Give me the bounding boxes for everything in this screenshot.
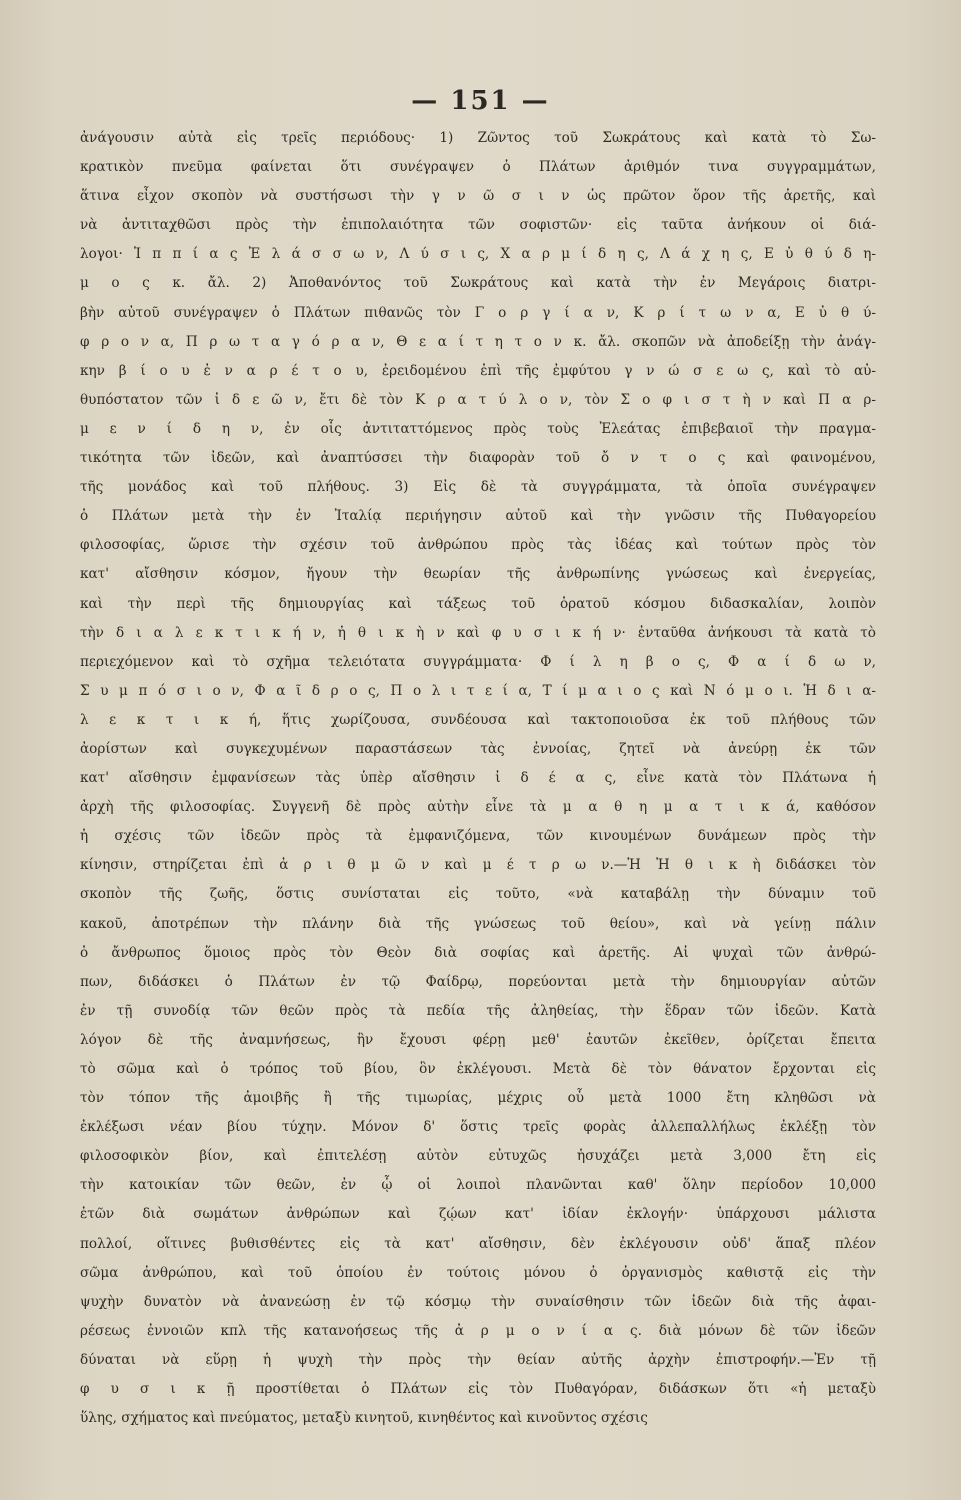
body-text (80, 124, 876, 1433)
text-line: κατ' αἴσθησιν ἐμφανίσεων τὰς ὑπὲρ αἴσθησιν ἰ δ έ α ς, εἶνε κατὰ τὸν Πλάτωνα ἡ (80, 770, 876, 787)
text-line: λ ε κ τ ι κ ή, ἥτις χωρίζουσα, συνδέουσα καὶ τακτοποιοῦσα ἐκ τοῦ πλήθους τῶν (80, 711, 876, 728)
text-line: τὴν δ ι α λ ε κ τ ι κ ή ν, ἠ θ ι κ ὴ ν καὶ φ υ σ ι κ ή ν· ἐνταῦθα ἀνήκουσι τὰ κατὰ τὸ (80, 624, 876, 641)
text-line: τὸν τόπον τῆς ἀμοιβῆς ἢ τῆς τιμωρίας, μέχρις οὗ μετὰ 1000 ἔτη κληθῶσι νὰ (80, 1090, 876, 1107)
text-line: λογοι· Ἱ π π ί α ς Ἐ λ ά σ σ ω ν, Λ ύ σ ι ς, Χ α ρ μ ί δ η ς, Λ ά χ η ς, Ε ὐ θ ύ δ η- (80, 246, 876, 263)
page-number: — 151 — (411, 86, 550, 116)
text-line: ἐν τῇ συνοδίᾳ τῶν θεῶν πρὸς τὰ πεδία τῆς ἀληθείας, τὴν ἕδραν τῶν ἰδεῶν. Κατὰ (80, 1002, 876, 1019)
text-line: ἀορίστων καὶ συγκεχυμένων παραστάσεων τὰς ἐννοίας, ζητεῖ νὰ ἀνεύρῃ ἐκ τῶν (80, 740, 876, 757)
text-line: τῆς μονάδος καὶ τοῦ πλήθους. 3) Εἰς δὲ τὰ συγγράμματα, τὰ ὁποῖα συνέγραψεν (80, 479, 876, 496)
text-line: περιεχόμενον καὶ τὸ σχῆμα τελειότατα συγγράμματα· Φ ί λ η β ο ς, Φ α ί δ ω ν, (80, 653, 876, 670)
text-line: κην β ί ο υ ἐ ν α ρ έ τ ο υ, ἐρειδομένου ἐπὶ τῆς ἐμφύτου γ ν ώ σ ε ω ς, καὶ τὸ αὐ- (80, 362, 876, 379)
text-line: φ ρ ο ν α, Π ρ ω τ α γ ό ρ α ν, Θ ε α ί τ η τ ο ν κ. ἄλ. σκοπῶν νὰ ἀποδείξῃ τὴν ἀνάγ- (80, 333, 876, 350)
text-line: φ υ σ ι κ ῇ προστίθεται ὁ Πλάτων εἰς τὸν Πυθαγόραν, διδάσκων ὅτι «ἡ μεταξὺ (80, 1381, 876, 1398)
text-line: λόγον δὲ τῆς ἀναμνήσεως, ἣν ἔχουσι φέρῃ μεθ' ἑαυτῶν ἐκεῖθεν, ὁρίζεται ἔπειτα (80, 1031, 876, 1048)
text-line: βὴν αὐτοῦ συνέγραψεν ὁ Πλάτων πιθανῶς τὸν Γ ο ρ γ ί α ν, Κ ρ ί τ ω ν α, Ε ὐ θ ύ- (80, 304, 876, 321)
text-line: φιλοσοφικὸν βίον, καὶ ἐπιτελέσῃ αὐτὸν εὐτυχῶς ἡσυχάζει μετὰ 3,000 ἔτη εἰς (80, 1148, 876, 1165)
text-line: καὶ τὴν περὶ τῆς δημιουργίας καὶ τάξεως τοῦ ὁρατοῦ κόσμου διδασκαλίαν, λοιπὸν (80, 595, 876, 612)
text-line: δύναται νὰ εὕρῃ ἡ ψυχὴ τὴν πρὸς τὴν θείαν αὐτῆς ἀρχὴν ἐπιστροφήν.—Ἐν τῇ (80, 1351, 876, 1368)
text-line: νὰ ἀντιταχθῶσι πρὸς τὴν ἐπιπολαιότητα τῶν σοφιστῶν· εἰς ταῦτα ἀνήκουν οἱ διά- (80, 217, 876, 234)
text-line: ὕλης, σχήματος καὶ πνεύματος, μεταξὺ κινητοῦ, κινηθέντος καὶ κινοῦντος σχέσις (80, 1410, 648, 1427)
text-line: σῶμα ἀνθρώπου, καὶ τοῦ ὁποίου ἐν τούτοις μόνου ὁ ὀργανισμὸς καθιστᾷ εἰς τὴν (80, 1264, 876, 1281)
text-line: πολλοί, οἵτινες βυθισθέντες εἰς τὰ κατ' αἴσθησιν, δὲν ἐκλέγουσιν οὐδ' ἅπαξ πλέον (80, 1235, 876, 1252)
text-line: κίνησιν, στηρίζεται ἐπὶ ἀ ρ ι θ μ ῶ ν καὶ μ έ τ ρ ω ν.—Ἡ Ἠ θ ι κ ὴ διδάσκει τὸν (80, 857, 876, 874)
text-line: φιλοσοφίας, ὥρισε τὴν σχέσιν τοῦ ἀνθρώπου πρὸς τὰς ἰδέας καὶ τούτων πρὸς τὸν (80, 537, 876, 554)
text-line: ἐτῶν διὰ σωμάτων ἀνθρώπων καὶ ζῴων κατ' ἰδίαν ἐκλογήν· ὑπάρχουσι μάλιστα (80, 1206, 876, 1223)
text-line: ὁ ἄνθρωπος ὅμοιος πρὸς τὸν Θεὸν διὰ σοφίας καὶ ἀρετῆς. Αἱ ψυχαὶ τῶν ἀνθρώ- (80, 944, 876, 961)
text-line: μ ο ς κ. ἄλ. 2) Ἀποθανόντος τοῦ Σωκράτους καὶ κατὰ τὴν ἐν Μεγάροις διατρι- (80, 275, 876, 292)
text-line: κακοῦ, ἀποτρέπων τὴν πλάνην διὰ τῆς γνώσεως τοῦ θείου», καὶ νὰ γείνῃ πάλιν (80, 915, 876, 932)
text-line: πων, διδάσκει ὁ Πλάτων ἐν τῷ Φαίδρῳ, πορεύονται μετὰ τὴν δημιουργίαν αὐτῶν (80, 973, 876, 990)
text-line: ψυχὴν δυνατὸν νὰ ἀνανεώσῃ ἐν τῷ κόσμῳ τὴν συναίσθησιν τῶν ἰδεῶν διὰ τῆς ἀφαι- (80, 1293, 876, 1310)
text-line: κρατικὸν πνεῦμα φαίνεται ὅτι συνέγραψεν ὁ Πλάτων ἀριθμόν τινα συγγραμμάτων, (80, 159, 876, 176)
text-line: Σ υ μ π ό σ ι ο ν, Φ α ῖ δ ρ ο ς, Π ο λ ι τ ε ί α, Τ ί μ α ι ο ς καὶ Ν ό μ ο ι. Ἡ δ ι α- (80, 682, 876, 699)
text-line: ἅτινα εἶχον σκοπὸν νὰ συστήσωσι τὴν γ ν ῶ σ ι ν ὡς πρῶτον ὅρον τῆς ἀρετῆς, καὶ (80, 188, 876, 205)
text-line: τὸ σῶμα καὶ ὁ τρόπος τοῦ βίου, ὃν ἐκλέγουσι. Μετὰ δὲ τὸν θάνατον ἔρχονται εἰς (80, 1061, 876, 1077)
text-line: ὁ Πλάτων μετὰ τὴν ἐν Ἰταλίᾳ περιήγησιν αὐτοῦ καὶ τὴν γνῶσιν τῆς Πυθαγορείου (80, 508, 876, 525)
text-line: ἀρχὴ τῆς φιλοσοφίας. Συγγενῆ δὲ πρὸς αὐτὴν εἶνε τὰ μ α θ η μ α τ ι κ ά, καθόσον (80, 799, 876, 816)
text-line: ρέσεως ἐννοιῶν κπλ τῆς κατανοήσεως τῆς ἀ ρ μ ο ν ί α ς. διὰ μόνων δὲ τῶν ἰδεῶν (80, 1322, 876, 1339)
text-line: θυπόστατον τῶν ἰ δ ε ῶ ν, ἔτι δὲ τὸν Κ ρ α τ ύ λ ο ν, τὸν Σ ο φ ι σ τ ὴ ν καὶ Π α ρ- (80, 391, 876, 408)
text-line: ἐκλέξωσι νέαν βίου τύχην. Μόνον δ' ὅστις τρεῖς φορὰς ἀλλεπαλλήλως ἐκλέξῃ τὸν (80, 1119, 876, 1136)
text-line: σκοπὸν τῆς ζωῆς, ὅστις συνίσταται εἰς τοῦτο, «νὰ καταβάλῃ τὴν δύναμιν τοῦ (80, 886, 876, 903)
text-line: ἀνάγουσιν αὐτὰ εἰς τρεῖς περιόδους· 1) Ζῶντος τοῦ Σωκράτους καὶ κατὰ τὸ Σω- (80, 130, 876, 146)
text-line: τὴν κατοικίαν τῶν θεῶν, ἐν ᾧ οἱ λοιποὶ πλανῶνται καθ' ὅλην περίοδον 10,000 (80, 1177, 876, 1194)
text-line: κατ' αἴσθησιν κόσμον, ἤγουν τὴν θεωρίαν τῆς ἀνθρωπίνης γνώσεως καὶ ἐνεργείας, (80, 566, 876, 583)
text-line: τικότητα τῶν ἰδεῶν, καὶ ἀναπτύσσει τὴν διαφορὰν τοῦ ὄ ν τ ο ς καὶ φαινομένου, (80, 450, 876, 467)
text-line: μ ε ν ί δ η ν, ἐν οἷς ἀντιταττόμενος πρὸς τοὺς Ἐλεάτας ἐπιβεβαιοῖ τὴν πραγμα- (80, 420, 876, 437)
text-line: ἡ σχέσις τῶν ἰδεῶν πρὸς τὰ ἐμφανιζόμενα, τῶν κινουμένων δυνάμεων πρὸς τὴν (80, 828, 876, 845)
